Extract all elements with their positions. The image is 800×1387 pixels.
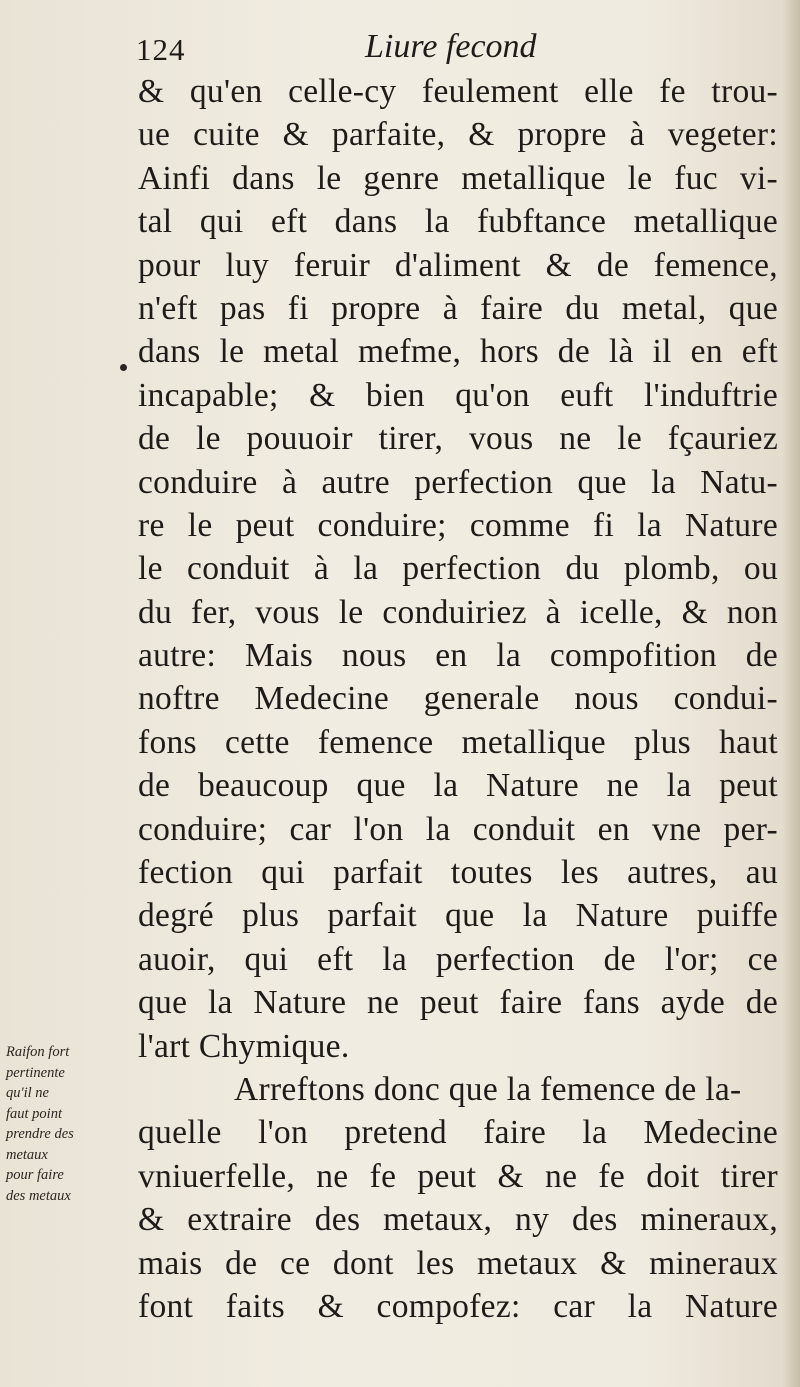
text-line: du fer, vous le conduiriez à icelle, & non — [138, 593, 778, 631]
margin-note — [6, 1042, 132, 1206]
running-head — [0, 18, 800, 68]
margin-note-line: qu'il ne — [6, 1085, 49, 1101]
text-line: font faits & compofez: car la Nature — [138, 1287, 778, 1325]
margin-note-line: faut point — [6, 1105, 62, 1122]
text-line: que la Nature ne peut faire fans ayde de — [138, 984, 778, 1022]
text-line: fons cette femence metallique plus haut — [138, 723, 778, 761]
text-line: fection qui parfait toutes les autres, au — [138, 854, 778, 892]
text-line: noftre Medecine generale nous condui- — [138, 680, 778, 718]
text-line: & qu'en celle-cy feulement elle fe trou- — [138, 73, 778, 110]
text-line: ue cuite & parfaite, & propre à vegeter: — [138, 116, 778, 154]
page-number: 124 — [136, 32, 186, 67]
text-line: de beaucoup que la Nature ne la peut — [138, 767, 778, 805]
page-edge-shadow — [782, 0, 800, 1387]
margin-note-line: pour faire — [6, 1167, 64, 1183]
margin-note-line: pertinente — [6, 1064, 65, 1081]
text-line: auoir, qui eft la perfection de l'or; ce — [138, 940, 778, 978]
text-line: Ainfi dans le genre metallique le fuc vi- — [138, 159, 778, 197]
text-line: de le pouuoir tirer, vous ne le fçauriez — [138, 420, 778, 458]
margin-note-line: des metaux — [6, 1187, 71, 1204]
text-line: dans le metal mefme, hors de là il en eft — [138, 333, 778, 371]
margin-note-line: metaux — [6, 1146, 48, 1163]
text-line: degré plus parfait que la Nature puiffe — [138, 897, 778, 935]
text-line: & extraire des metaux, ny des mineraux, — [138, 1201, 778, 1239]
text-line: l'art Chymique. — [138, 1027, 350, 1065]
margin-note-line: prendre des — [6, 1126, 74, 1142]
text-line: tal qui eft dans la fubftance metallique — [138, 203, 778, 241]
text-line: n'eft pas fi propre à faire du metal, que — [138, 289, 778, 327]
text-line: re le peut conduire; comme fi la Nature — [138, 506, 778, 544]
running-title: Liure fecond — [365, 28, 537, 65]
text-line: conduire; car l'on la conduit en vne per- — [138, 810, 778, 848]
text-line: pour luy feruir d'aliment & de femence, — [138, 246, 778, 284]
margin-bullet-mark — [120, 364, 127, 371]
text-line: autre: Mais nous en la compofition de — [138, 637, 778, 675]
text-line-paragraph-start: Arreftons donc que la femence de la- — [234, 1070, 742, 1108]
text-line: conduire à autre perfection que la Natu- — [138, 463, 778, 501]
text-line: vniuerfelle, ne fe peut & ne fe doit tirer — [138, 1157, 778, 1195]
text-line: le conduit à la perfection du plomb, ou — [138, 550, 778, 588]
body-text — [138, 70, 778, 1328]
text-line: incapable; & bien qu'on euft l'induftrie — [138, 376, 778, 414]
text-line: mais de ce dont les metaux & mineraux — [138, 1244, 778, 1282]
margin-note-line: Raifon fort — [6, 1044, 70, 1060]
text-line: quelle l'on pretend faire la Medecine — [138, 1114, 778, 1152]
